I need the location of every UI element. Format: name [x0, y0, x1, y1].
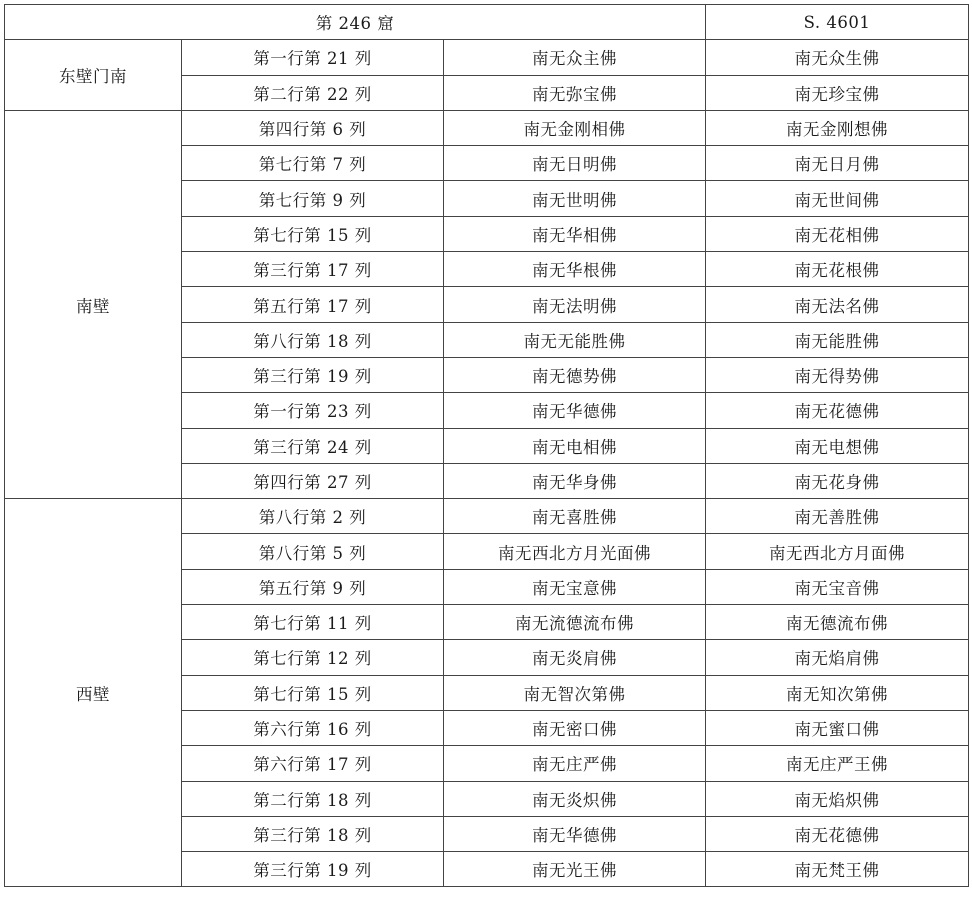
manuscript-name-cell: 南无众生佛 [706, 40, 969, 75]
manuscript-name-cell: 南无日月佛 [706, 146, 969, 181]
cave-name-cell: 南无庄严佛 [444, 746, 706, 781]
cave-name-cell: 南无宝意佛 [444, 569, 706, 604]
manuscript-name-cell: 南无世间佛 [706, 181, 969, 216]
position-cell: 第七行第 12 列 [182, 640, 444, 675]
cave-name-cell: 南无智次第佛 [444, 675, 706, 710]
manuscript-name-cell: 南无知次第佛 [706, 675, 969, 710]
position-cell: 第五行第 9 列 [182, 569, 444, 604]
position-cell: 第三行第 18 列 [182, 816, 444, 851]
position-cell: 第八行第 18 列 [182, 322, 444, 357]
cave-name-cell: 南无日明佛 [444, 146, 706, 181]
position-cell: 第七行第 11 列 [182, 605, 444, 640]
header-cave: 第 246 窟 [5, 5, 706, 40]
manuscript-name-cell: 南无梵王佛 [706, 852, 969, 887]
cave-name-cell: 南无法明佛 [444, 287, 706, 322]
table-row [5, 40, 969, 75]
comparison-table [4, 4, 969, 887]
manuscript-name-cell: 南无得势佛 [706, 357, 969, 392]
manuscript-name-cell: 南无花德佛 [706, 393, 969, 428]
position-cell: 第七行第 15 列 [182, 675, 444, 710]
position-cell: 第四行第 27 列 [182, 463, 444, 498]
cave-name-cell: 南无华德佛 [444, 816, 706, 851]
position-cell: 第八行第 2 列 [182, 499, 444, 534]
cave-name-cell: 南无世明佛 [444, 181, 706, 216]
manuscript-name-cell: 南无电想佛 [706, 428, 969, 463]
manuscript-name-cell: 南无善胜佛 [706, 499, 969, 534]
manuscript-name-cell: 南无珍宝佛 [706, 75, 969, 110]
header-row [5, 5, 969, 40]
cave-name-cell: 南无无能胜佛 [444, 322, 706, 357]
cave-name-cell: 南无众主佛 [444, 40, 706, 75]
position-cell: 第八行第 5 列 [182, 534, 444, 569]
wall-cell: 东壁门南 [5, 40, 182, 111]
cave-name-cell: 南无密口佛 [444, 710, 706, 745]
table-row [5, 499, 969, 534]
cave-name-cell: 南无炎炽佛 [444, 781, 706, 816]
cave-name-cell: 南无华身佛 [444, 463, 706, 498]
position-cell: 第七行第 15 列 [182, 216, 444, 251]
manuscript-name-cell: 南无能胜佛 [706, 322, 969, 357]
cave-name-cell: 南无华相佛 [444, 216, 706, 251]
cave-name-cell: 南无华德佛 [444, 393, 706, 428]
position-cell: 第三行第 19 列 [182, 357, 444, 392]
position-cell: 第四行第 6 列 [182, 110, 444, 145]
position-cell: 第二行第 22 列 [182, 75, 444, 110]
manuscript-name-cell: 南无蜜口佛 [706, 710, 969, 745]
manuscript-name-cell: 南无花德佛 [706, 816, 969, 851]
manuscript-name-cell: 南无焰炽佛 [706, 781, 969, 816]
cave-name-cell: 南无电相佛 [444, 428, 706, 463]
position-cell: 第五行第 17 列 [182, 287, 444, 322]
cave-name-cell: 南无西北方月光面佛 [444, 534, 706, 569]
position-cell: 第六行第 16 列 [182, 710, 444, 745]
position-cell: 第三行第 17 列 [182, 252, 444, 287]
position-cell: 第三行第 19 列 [182, 852, 444, 887]
cave-name-cell: 南无光王佛 [444, 852, 706, 887]
position-cell: 第七行第 7 列 [182, 146, 444, 181]
cave-name-cell: 南无弥宝佛 [444, 75, 706, 110]
wall-cell: 南壁 [5, 110, 182, 498]
wall-cell: 西壁 [5, 499, 182, 887]
cave-name-cell: 南无华根佛 [444, 252, 706, 287]
position-cell: 第一行第 23 列 [182, 393, 444, 428]
cave-name-cell: 南无流德流布佛 [444, 605, 706, 640]
position-cell: 第二行第 18 列 [182, 781, 444, 816]
cave-name-cell: 南无金刚相佛 [444, 110, 706, 145]
manuscript-name-cell: 南无花相佛 [706, 216, 969, 251]
cave-name-cell: 南无德势佛 [444, 357, 706, 392]
manuscript-name-cell: 南无宝音佛 [706, 569, 969, 604]
manuscript-name-cell: 南无西北方月面佛 [706, 534, 969, 569]
header-manuscript: S. 4601 [706, 5, 969, 40]
manuscript-name-cell: 南无德流布佛 [706, 605, 969, 640]
position-cell: 第一行第 21 列 [182, 40, 444, 75]
cave-name-cell: 南无喜胜佛 [444, 499, 706, 534]
manuscript-name-cell: 南无金刚想佛 [706, 110, 969, 145]
position-cell: 第七行第 9 列 [182, 181, 444, 216]
manuscript-name-cell: 南无焰肩佛 [706, 640, 969, 675]
position-cell: 第六行第 17 列 [182, 746, 444, 781]
position-cell: 第三行第 24 列 [182, 428, 444, 463]
cave-name-cell: 南无炎肩佛 [444, 640, 706, 675]
table-row [5, 110, 969, 145]
manuscript-name-cell: 南无庄严王佛 [706, 746, 969, 781]
manuscript-name-cell: 南无花身佛 [706, 463, 969, 498]
manuscript-name-cell: 南无花根佛 [706, 252, 969, 287]
manuscript-name-cell: 南无法名佛 [706, 287, 969, 322]
table-body [5, 40, 969, 887]
